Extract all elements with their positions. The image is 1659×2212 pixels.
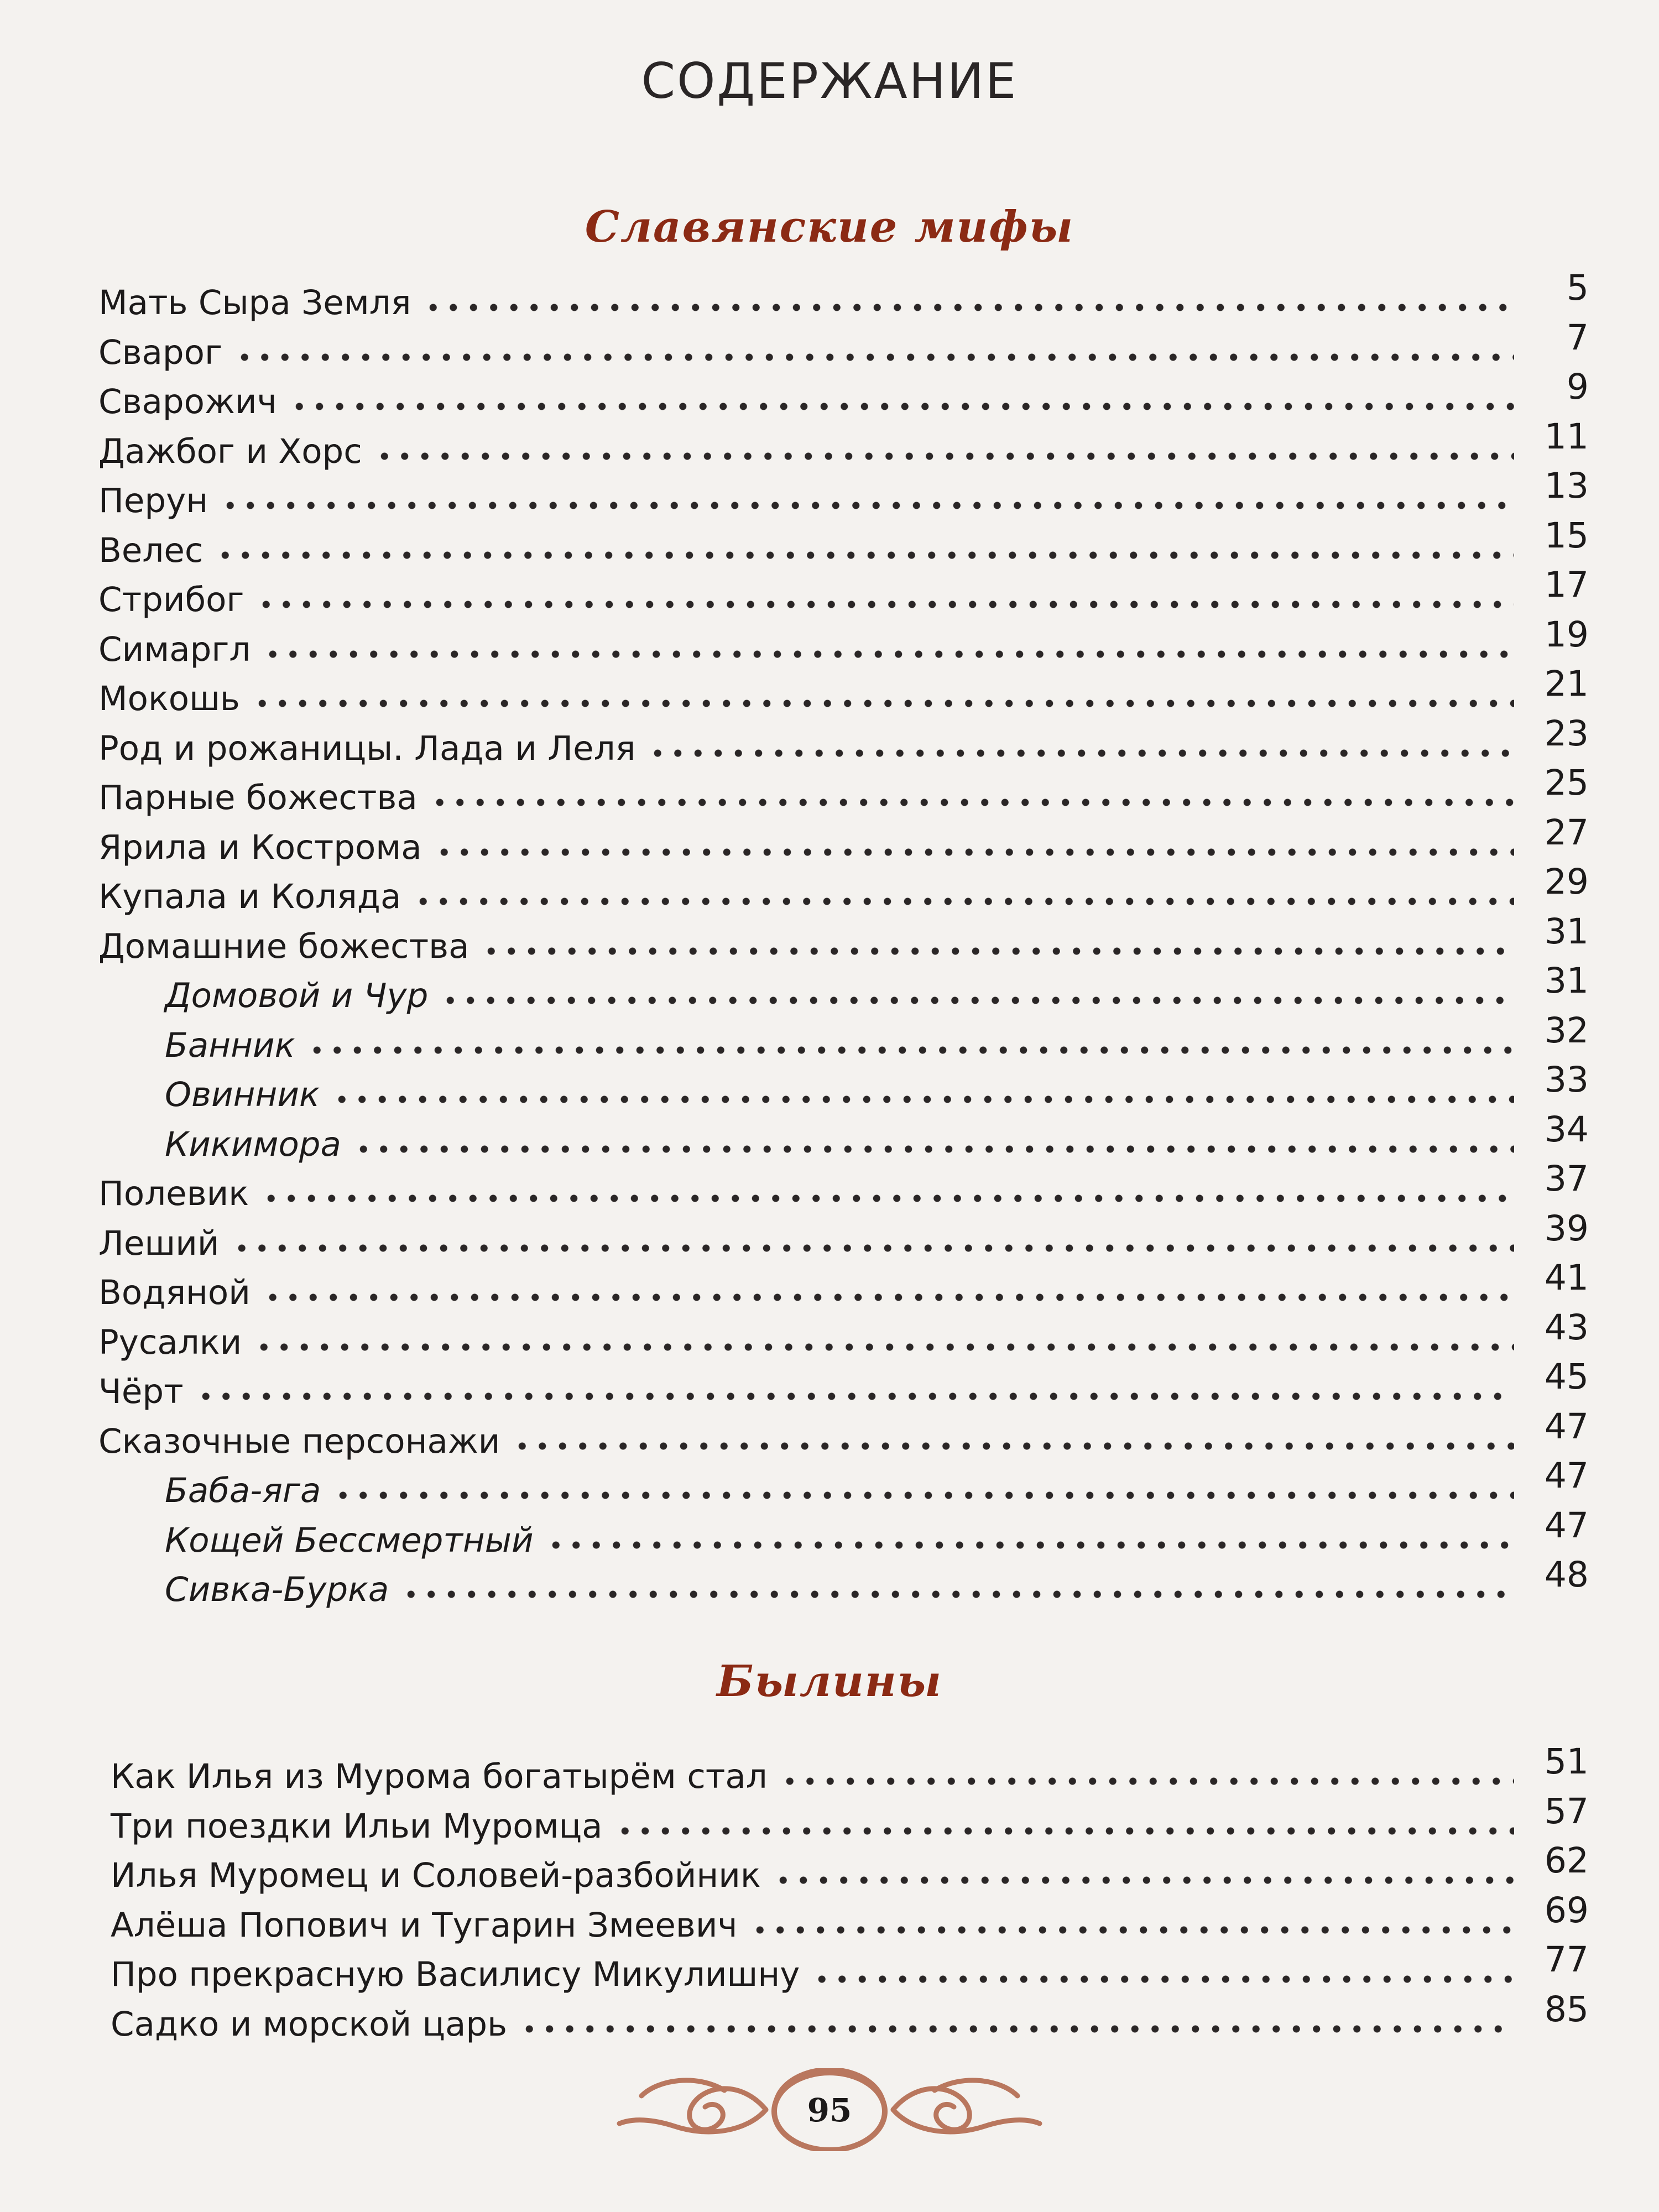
toc-entry-title: Сварожич (98, 382, 277, 421)
dot-leader (307, 1027, 1514, 1060)
dot-leader (615, 1808, 1514, 1841)
dot-leader (263, 631, 1514, 664)
dot-leader (332, 1076, 1514, 1109)
toc-entry-title: Сивка-Бурка (165, 1570, 389, 1609)
toc-entry (111, 1840, 1589, 1895)
toc-entry (98, 763, 1589, 817)
dot-leader (196, 1373, 1514, 1406)
toc-entry-title: Как Илья из Мурома богатырём стал (111, 1757, 768, 1796)
toc-entry (98, 268, 1589, 322)
dot-leader (750, 1907, 1514, 1940)
toc-entry-title: Мать Сыра Земля (98, 283, 411, 322)
toc-entry (98, 416, 1589, 471)
toc-entry-title: Русалки (98, 1322, 242, 1362)
toc-entry-title: Кощей Бессмертный (165, 1520, 534, 1560)
toc-entry-title: Илья Муромец и Соловей-разбойник (111, 1856, 761, 1895)
toc-entry (111, 1939, 1589, 1994)
toc-page-number: 29 (1544, 862, 1589, 902)
toc-entry-title: Домовой и Чур (165, 976, 429, 1015)
toc-entry (111, 1791, 1589, 1846)
toc-entry (98, 1159, 1589, 1213)
dot-leader (780, 1758, 1514, 1791)
toc-page-number: 85 (1544, 1989, 1589, 2030)
toc-page-number: 21 (1544, 664, 1589, 704)
toc-page-number: 27 (1544, 812, 1589, 853)
toc-entry-title: Чёрт (98, 1372, 184, 1411)
toc-entry (98, 614, 1589, 669)
toc-page-number: 37 (1544, 1159, 1589, 1199)
toc-page-number: 34 (1544, 1109, 1589, 1150)
dot-leader (773, 1857, 1514, 1890)
toc-subentry (165, 1109, 1589, 1164)
dot-leader (519, 2006, 1514, 2039)
toc-page-number: 39 (1544, 1208, 1589, 1249)
toc-page-number: 25 (1544, 763, 1589, 803)
toc-entry-title: Алёша Попович и Тугарин Змеевич (111, 1905, 738, 1945)
toc-page-number: 23 (1544, 713, 1589, 754)
toc-page-number: 69 (1544, 1890, 1589, 1931)
page-title: СОДЕРЖАНИЕ (641, 53, 1018, 109)
toc-page-number: 31 (1544, 961, 1589, 1001)
toc-entry (98, 1307, 1589, 1362)
toc-page-number: 62 (1544, 1840, 1589, 1881)
dot-leader (232, 1225, 1514, 1258)
toc-subentry (165, 1455, 1589, 1510)
toc-entry-title: Сварог (98, 332, 223, 372)
toc-entry-title: Перун (98, 481, 208, 520)
toc-entry (111, 1989, 1589, 2044)
toc-entry-title: Водяной (98, 1273, 251, 1312)
toc-entry-title: Садко и морской царь (111, 2004, 508, 2044)
toc-page-number: 17 (1544, 565, 1589, 605)
toc-entry (98, 812, 1589, 867)
toc-entry-title: Полевик (98, 1174, 249, 1213)
toc-entry-title: Купала и Коляда (98, 877, 401, 916)
dot-leader (512, 1423, 1514, 1456)
toc-entry-title: Сказочные персонажи (98, 1421, 500, 1461)
toc-page-number: 31 (1544, 911, 1589, 952)
toc-entry (98, 911, 1589, 966)
toc-page-number: 19 (1544, 614, 1589, 655)
dot-leader (434, 829, 1514, 862)
toc-entry (98, 713, 1589, 768)
toc-entry (98, 317, 1589, 372)
toc-page-number: 33 (1544, 1060, 1589, 1100)
dot-leader (413, 878, 1514, 911)
toc-subentry (165, 1505, 1589, 1560)
toc-page-number: 15 (1544, 515, 1589, 556)
toc-page-number: 47 (1544, 1455, 1589, 1496)
toc-page-number: 77 (1544, 1939, 1589, 1980)
dot-leader (440, 977, 1514, 1010)
toc-page-number: 5 (1566, 268, 1589, 308)
toc-entry-title: Кикимора (165, 1124, 341, 1164)
toc-entry-title: Велес (98, 530, 204, 570)
toc-entry-title: Три поездки Ильи Муромца (111, 1806, 603, 1846)
toc-subentry (165, 1060, 1589, 1114)
toc-page-number: 7 (1566, 317, 1589, 358)
toc-entry-title: Дажбог и Хорс (98, 431, 362, 471)
dot-leader (254, 1324, 1514, 1357)
dot-leader (252, 680, 1514, 713)
toc-entry-title: Симаргл (98, 629, 251, 669)
toc-entry-title: Овинник (165, 1075, 320, 1114)
toc-subentry (165, 961, 1589, 1015)
toc-entry (98, 1208, 1589, 1263)
toc-page-number: 45 (1544, 1357, 1589, 1397)
dot-leader (648, 730, 1514, 763)
toc-entry (111, 1890, 1589, 1945)
toc-entry (98, 515, 1589, 570)
toc-entry-title: Род и рожаницы. Лада и Леля (98, 728, 636, 768)
toc-page-number: 43 (1544, 1307, 1589, 1348)
toc-entry-title: Баба-яга (165, 1471, 321, 1510)
dot-leader (546, 1522, 1514, 1555)
toc-entry (98, 862, 1589, 916)
toc-page-number: 48 (1544, 1554, 1589, 1595)
toc-entry-title: Домашние божества (98, 926, 469, 966)
toc-page-number: 51 (1544, 1741, 1589, 1782)
dot-leader (263, 1274, 1514, 1307)
toc-entry-title: Банник (165, 1025, 295, 1065)
toc-entry-title: Ярила и Кострома (98, 827, 422, 867)
dot-leader (261, 1175, 1514, 1208)
dot-leader (353, 1126, 1514, 1159)
toc-page-number: 41 (1544, 1258, 1589, 1298)
section-title-bylinas: Былины (716, 1656, 943, 1707)
toc-page-number: 32 (1544, 1010, 1589, 1051)
toc-subentry (165, 1010, 1589, 1065)
toc-entry (98, 664, 1589, 718)
toc-entry (98, 1258, 1589, 1312)
toc-page-number: 47 (1544, 1505, 1589, 1546)
page-number: 95 (807, 2091, 852, 2129)
toc-page-number: 11 (1544, 416, 1589, 457)
toc-entry-title: Стрибог (98, 580, 244, 619)
toc-entry (98, 466, 1589, 520)
dot-leader (333, 1472, 1514, 1505)
toc-entry (98, 565, 1589, 619)
toc-page-number: 57 (1544, 1791, 1589, 1832)
dot-leader (289, 383, 1514, 416)
toc-entry (98, 1406, 1589, 1461)
dot-leader (423, 284, 1514, 317)
dot-leader (401, 1571, 1514, 1604)
toc-entry (98, 367, 1589, 421)
toc-entry-title: Про прекрасную Василису Микулишну (111, 1955, 800, 1994)
toc-subentry (165, 1554, 1589, 1609)
toc-entry (111, 1741, 1589, 1796)
section-title-myths: Славянские мифы (585, 202, 1074, 252)
dot-leader (374, 433, 1514, 466)
toc-entry-title: Мокошь (98, 679, 240, 718)
toc-page-number: 47 (1544, 1406, 1589, 1447)
dot-leader (812, 1956, 1514, 1989)
dot-leader (430, 779, 1514, 812)
toc-entry (98, 1357, 1589, 1411)
dot-leader (256, 581, 1514, 614)
dot-leader (481, 928, 1514, 961)
dot-leader (220, 482, 1514, 515)
dot-leader (234, 334, 1514, 367)
toc-page-number: 13 (1544, 466, 1589, 506)
toc-entry-title: Леший (98, 1223, 220, 1263)
dot-leader (215, 532, 1514, 565)
toc-entry-title: Парные божества (98, 778, 418, 817)
toc-page-number: 9 (1566, 367, 1589, 407)
